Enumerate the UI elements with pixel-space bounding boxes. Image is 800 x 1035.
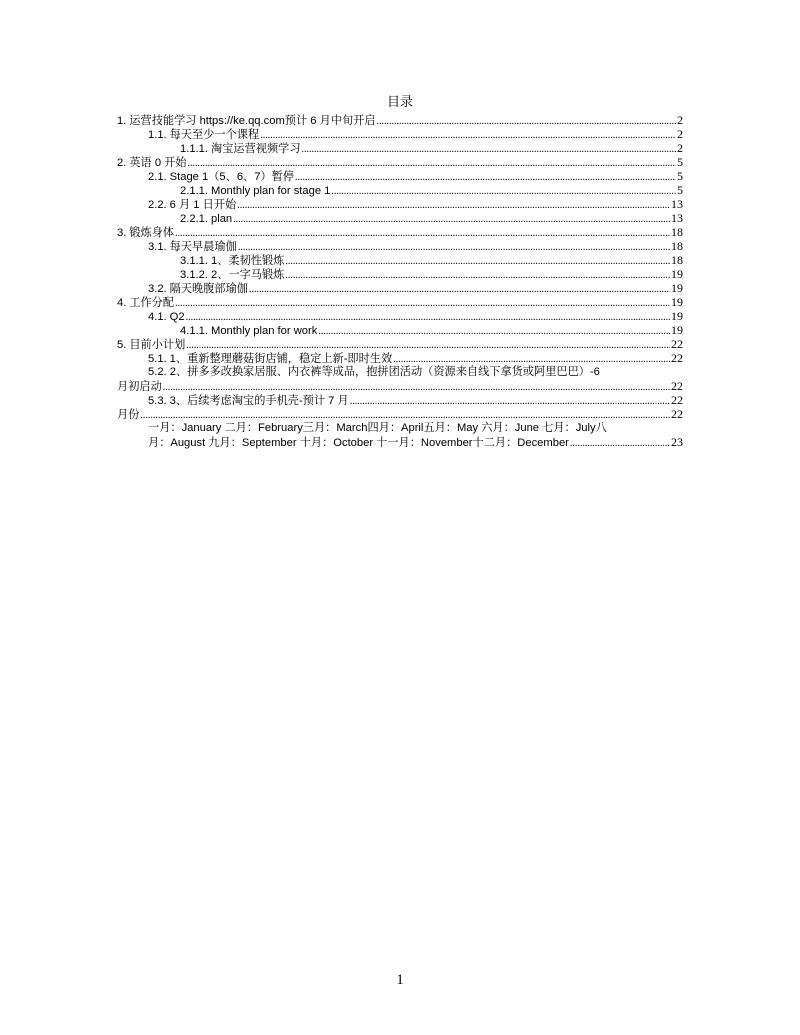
toc-entry[interactable] — [117, 225, 683, 239]
leader-dots — [285, 254, 670, 269]
toc-entry-page: 18 — [671, 225, 683, 239]
toc-entry-text: 每天至少一个课程 — [169, 129, 260, 141]
toc-entry[interactable] — [117, 197, 683, 211]
toc-entry-text: 工作分配 — [129, 297, 175, 309]
leader-dots — [163, 380, 670, 395]
leader-dots — [302, 142, 676, 157]
toc-entry-text: Monthly plan for work — [211, 325, 318, 337]
toc-entry[interactable] — [117, 253, 683, 267]
toc-entry-number: 5.2. — [148, 366, 167, 378]
toc-entry-number: 5.1. — [148, 353, 167, 365]
toc-entry-number: 2.1.1. — [180, 185, 208, 197]
toc-entry-page: 5 — [677, 155, 683, 169]
toc-entry-page: 22 — [671, 351, 683, 365]
toc-entry-text: 1、重新整理蘑菇街店铺，稳定上新-即时生效 — [169, 353, 393, 365]
leader-dots — [233, 212, 670, 227]
toc-entry-text: Monthly plan for stage 1 — [211, 185, 331, 197]
toc-entry[interactable] — [117, 267, 683, 281]
toc-entry-text: plan — [211, 213, 233, 225]
toc-entry[interactable] — [117, 323, 683, 337]
leader-dots — [331, 184, 676, 199]
toc-entry-number: 1.1.1. — [180, 143, 208, 155]
toc-entry[interactable] — [117, 211, 683, 225]
toc-entry-page: 2 — [677, 113, 683, 127]
toc-entry-text: 目前小计划 — [129, 339, 186, 351]
toc-entry-page: 13 — [671, 211, 683, 225]
toc-entry-text: 月份 — [117, 409, 140, 421]
toc-entry-text: 锻炼身体 — [129, 227, 175, 239]
toc-entry-page: 19 — [671, 295, 683, 309]
leader-dots — [295, 170, 676, 185]
leader-dots — [570, 436, 670, 451]
toc-entry[interactable] — [117, 169, 683, 183]
toc-entry[interactable] — [117, 337, 683, 351]
toc-entry-text: 运营技能学习 https://ke.qq.com预计 6 月中旬开启 — [129, 115, 376, 127]
toc-entry-page: 19 — [671, 309, 683, 323]
leader-dots — [285, 268, 670, 283]
toc-entry[interactable] — [117, 309, 683, 323]
toc-entry-page: 18 — [671, 239, 683, 253]
toc-entry-page: 5 — [677, 169, 683, 183]
toc-entry[interactable] — [117, 141, 683, 155]
toc-entry-page: 18 — [671, 253, 683, 267]
toc-entry-number: 3.1.1. — [180, 255, 208, 267]
toc-entry-number: 4. — [117, 297, 127, 309]
toc-entry-number: 1.1. — [148, 129, 167, 141]
table-of-contents — [117, 113, 683, 449]
toc-entry-number: 3. — [117, 227, 127, 239]
leader-dots — [377, 114, 676, 129]
leader-dots — [350, 394, 670, 409]
toc-entry[interactable] — [117, 155, 683, 169]
leader-dots — [318, 324, 670, 339]
toc-entry-text: 一月：January 二月：February三月：March四月：April五月：May 六月：June 七月：July八 — [148, 422, 607, 434]
toc-entry-number: 3.1.2. — [180, 269, 208, 281]
toc-entry-number: 5. — [117, 339, 127, 351]
toc-entry[interactable] — [117, 351, 683, 365]
toc-entry-text-continued: 月：August 九月：September 十月：October 十一月：November十二月：December — [148, 437, 569, 449]
leader-dots — [186, 338, 670, 353]
toc-entry-text: 隔天晚腹部瑜伽 — [169, 283, 248, 295]
toc-entry[interactable] — [117, 295, 683, 309]
toc-entry-page: 2 — [677, 141, 683, 155]
toc-entry-wrapped[interactable] — [117, 365, 683, 393]
toc-entry-text: 1、柔韧性锻炼 — [211, 255, 285, 267]
toc-entry-number: 4.1.1. — [180, 325, 208, 337]
leader-dots — [260, 128, 676, 143]
toc-entry-text: Q2 — [169, 311, 185, 323]
toc-entry-text: 3、后续考虑淘宝的手机壳-预计 7 月 — [169, 395, 349, 407]
toc-entry-text: 每天早晨瑜伽 — [169, 241, 237, 253]
toc-entry-number: 3.1. — [148, 241, 167, 253]
leader-dots — [237, 198, 670, 213]
toc-entry-text: 英语 0 开始 — [129, 157, 187, 169]
toc-entry-page: 23 — [671, 435, 683, 449]
toc-entry-page: 19 — [671, 323, 683, 337]
toc-entry-text: 2、拼多多改换家居服、内衣裤等成品，抱拼团活动（资源来自线下拿货或阿里巴巴）-6 — [169, 366, 600, 378]
toc-entry-page: 2 — [677, 127, 683, 141]
toc-entry-page: 19 — [671, 281, 683, 295]
toc-entry-text-continued: 月初启动 — [117, 381, 162, 393]
leader-dots — [238, 240, 670, 255]
toc-entry[interactable] — [117, 239, 683, 253]
toc-entry-page: 22 — [671, 379, 683, 393]
toc-entry-number: 3.2. — [148, 283, 167, 295]
toc-entry[interactable] — [117, 407, 683, 421]
leader-dots — [175, 226, 670, 241]
toc-entry-number: 5.3. — [148, 395, 167, 407]
toc-entry-number: 1. — [117, 115, 127, 127]
toc-entry[interactable] — [117, 393, 683, 407]
toc-entry-number: 2. — [117, 157, 127, 169]
toc-entry-page: 22 — [671, 407, 683, 421]
page-number: 1 — [396, 972, 404, 988]
toc-entry-wrapped[interactable] — [117, 421, 683, 449]
leader-dots — [249, 282, 670, 297]
leader-dots — [186, 310, 670, 325]
toc-entry-page: 5 — [677, 183, 683, 197]
toc-entry[interactable] — [117, 183, 683, 197]
toc-entry[interactable] — [117, 113, 683, 127]
toc-entry-number: 4.1. — [148, 311, 167, 323]
toc-entry[interactable] — [117, 281, 683, 295]
toc-entry-page: 22 — [671, 393, 683, 407]
toc-entry-page: 19 — [671, 267, 683, 281]
toc-entry[interactable] — [117, 127, 683, 141]
toc-entry-number: 2.1. — [148, 171, 167, 183]
toc-entry-number: 2.2. — [148, 199, 167, 211]
leader-dots — [175, 296, 670, 311]
toc-entry-page: 13 — [671, 197, 683, 211]
toc-entry-text: 淘宝运营视频学习 — [211, 143, 301, 155]
toc-entry-text: Stage 1（5、6、7）暂停 — [169, 171, 295, 183]
toc-entry-page: 22 — [671, 337, 683, 351]
toc-entry-number: 2.2.1. — [180, 213, 208, 225]
leader-dots — [188, 156, 676, 171]
toc-entry-text: 2、一字马锻炼 — [211, 269, 285, 281]
toc-entry-text: 6 月 1 日开始 — [169, 199, 237, 211]
toc-title: 目录 — [386, 94, 413, 109]
